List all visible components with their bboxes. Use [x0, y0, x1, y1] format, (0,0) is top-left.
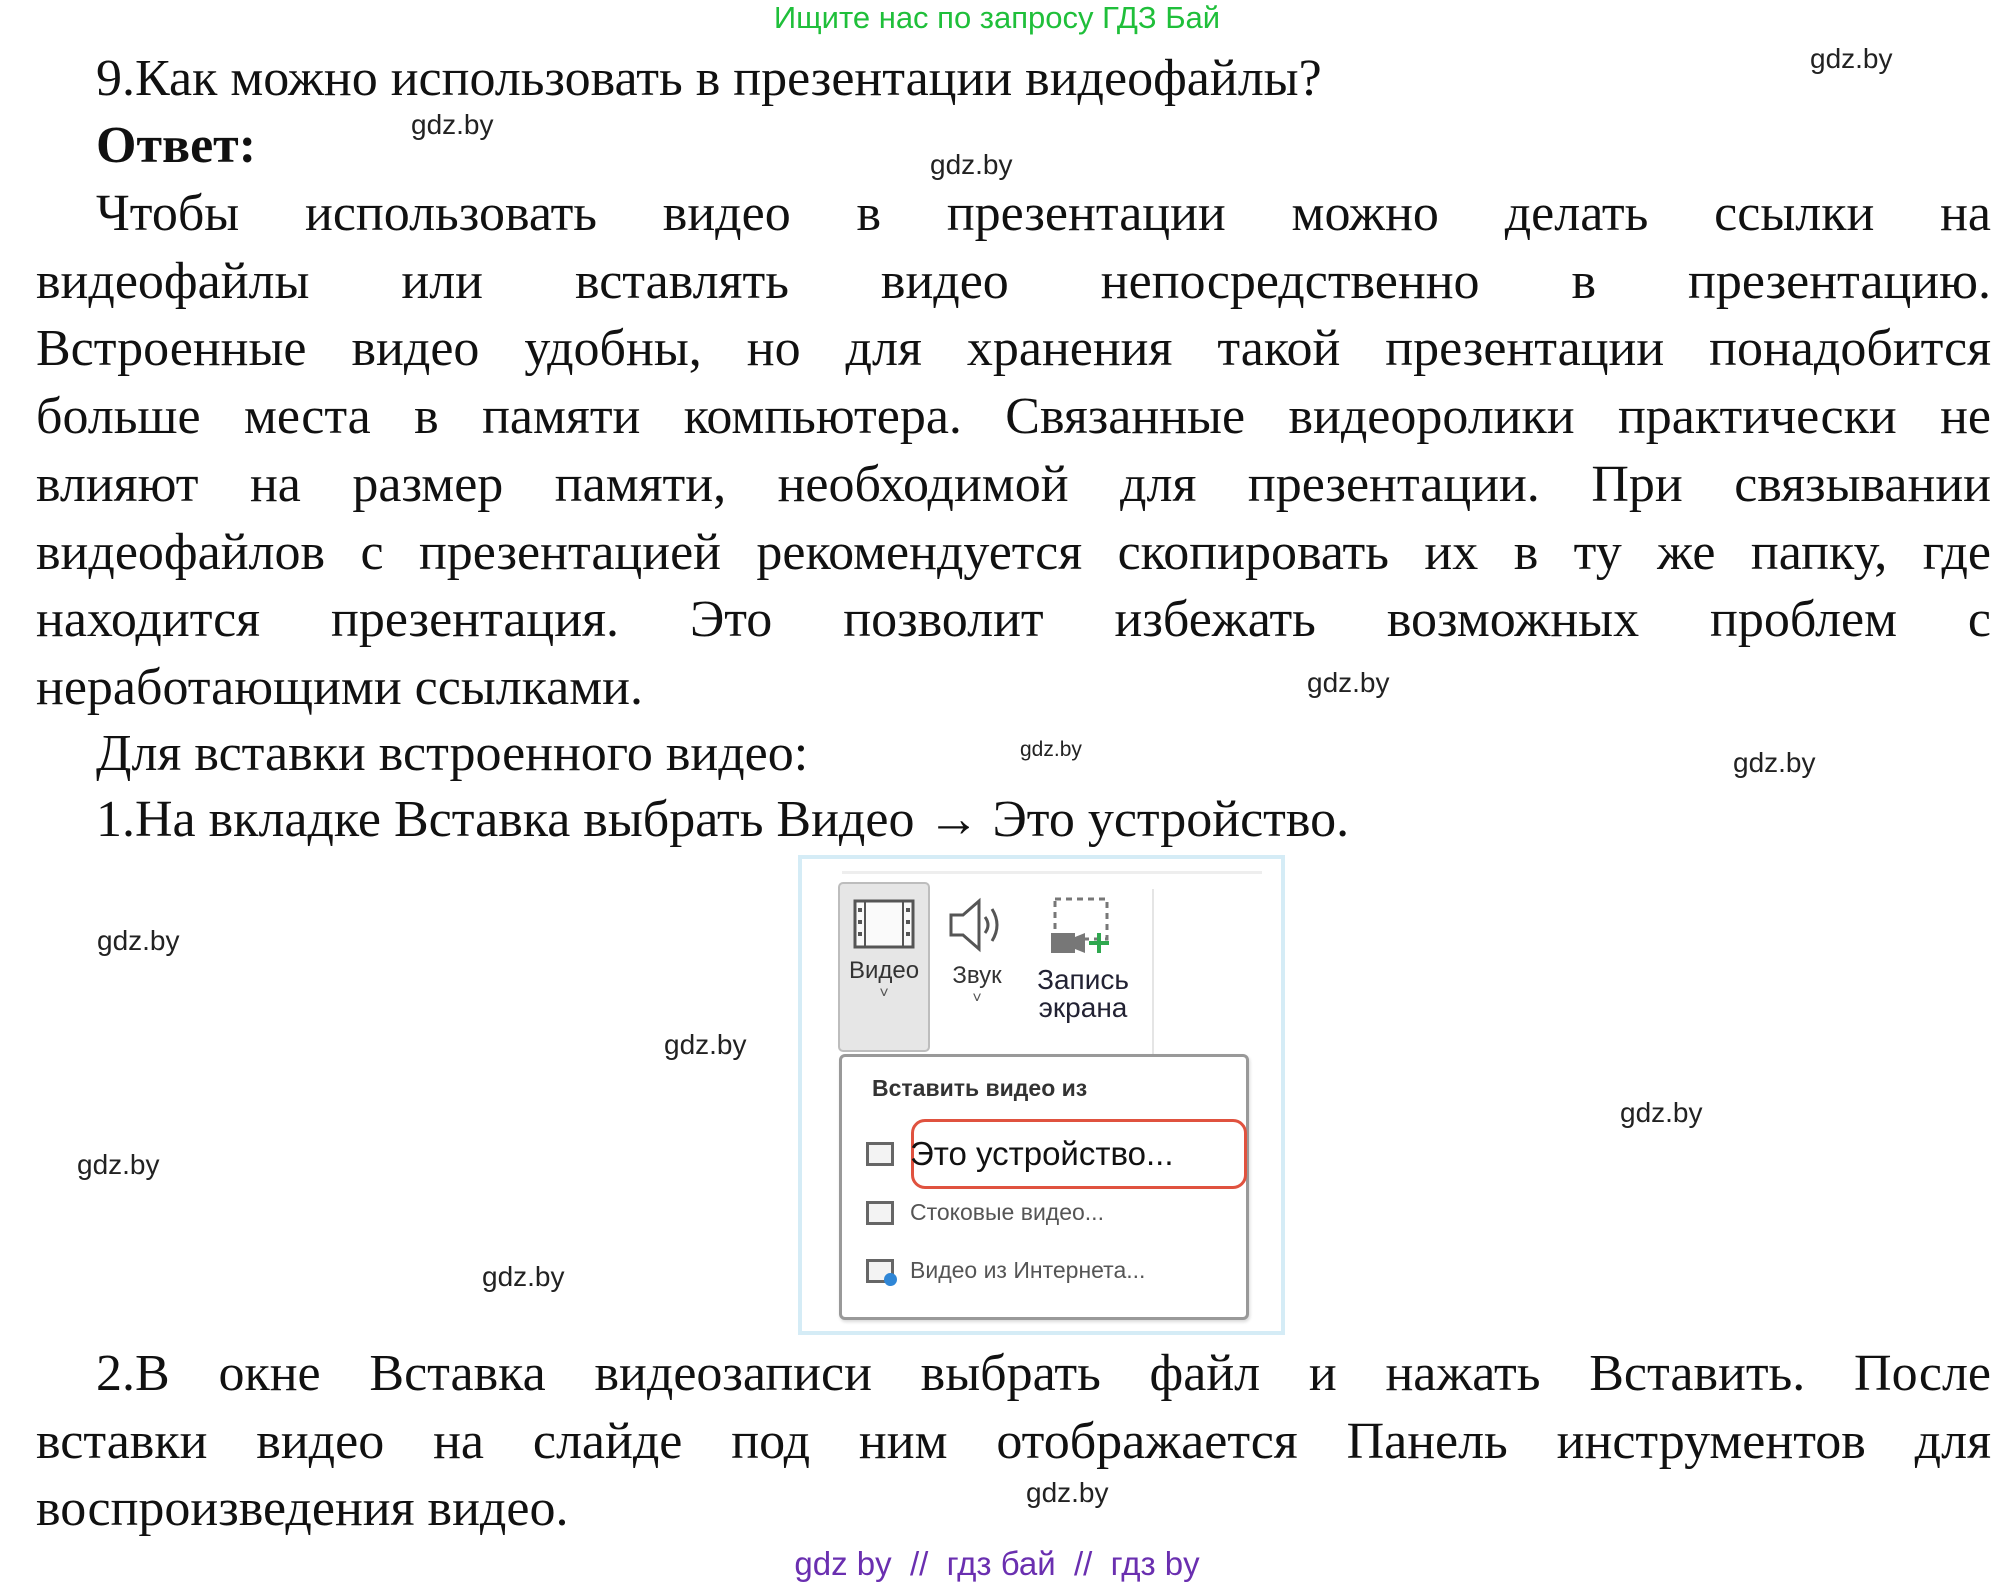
- online-video-icon: [866, 1259, 894, 1283]
- menu-item-label: Видео из Интернета...: [910, 1257, 1146, 1283]
- watermark: gdz.by: [482, 1261, 565, 1292]
- chevron-down-icon: ˅: [972, 990, 982, 1007]
- embed-heading: Для вставки встроенного видео:: [96, 725, 809, 782]
- device-video-icon: [866, 1142, 894, 1166]
- step-2-line: вставки видео на слайде под ним отображается Панель инструментов для: [36, 1413, 1991, 1470]
- menu-item-this-device: [866, 1135, 1174, 1173]
- record-label-1: Запись: [1037, 964, 1129, 995]
- record-label-2: экрана: [1038, 992, 1128, 1023]
- screen-record-icon: [1043, 895, 1123, 961]
- footer-links[interactable]: gdz by // гдз бай // гдз by: [794, 1545, 1200, 1582]
- paragraph-line: находится презентация. Это позволит избежать возможных проблем с: [36, 591, 1991, 648]
- watermark: gdz.by: [1026, 1477, 1109, 1508]
- menu-item-online-video: [866, 1257, 1145, 1284]
- watermark: gdz.by: [1020, 738, 1082, 761]
- paragraph-line: видеофайлы или вставлять видео непосредственно в презентацию.: [36, 253, 1991, 310]
- menu-title: Вставить видео из: [872, 1075, 1088, 1101]
- watermark: gdz.by: [1810, 43, 1893, 74]
- menu-item-label: Стоковые видео...: [910, 1199, 1104, 1225]
- stock-video-icon: [866, 1201, 894, 1225]
- watermark: gdz.by: [97, 925, 180, 956]
- paragraph-line: Чтобы использовать видео в презентации можно делать ссылки на: [96, 185, 1991, 242]
- step-2-line: 2.В окне Вставка видеозаписи выбрать файл и нажать Вставить. После: [96, 1345, 1991, 1402]
- watermark: gdz.by: [77, 1149, 160, 1180]
- watermark: gdz.by: [1307, 667, 1390, 698]
- question-text: 9.Как можно использовать в презентации видеофайлы?: [96, 50, 1322, 107]
- paragraph-line: влияют на размер памяти, необходимой для презентации. При связывании: [36, 456, 1991, 513]
- sound-button: [944, 895, 1010, 1008]
- chevron-down-icon: ˅: [879, 985, 889, 1002]
- answer-label: Ответ:: [96, 117, 257, 174]
- watermark: gdz.by: [411, 109, 494, 140]
- video-button: [838, 882, 930, 1052]
- video-label: Видео: [848, 957, 920, 984]
- watermark: gdz.by: [1733, 747, 1816, 778]
- menu-item-label: Это устройство...: [910, 1135, 1174, 1172]
- insert-video-dropdown: [839, 1054, 1249, 1320]
- paragraph-line: Встроенные видео удобны, но для хранения такой презентации понадобится: [36, 320, 1991, 377]
- ribbon-divider: [842, 871, 1262, 874]
- paragraph-line: больше места в памяти компьютера. Связанные видеоролики практически не: [36, 388, 1991, 445]
- ribbon-separator: [1152, 889, 1154, 1054]
- powerpoint-insert-video-screenshot: [798, 855, 1285, 1335]
- sound-label: Звук: [952, 962, 1002, 989]
- film-icon: [852, 898, 916, 950]
- screen-recording-button: [1028, 895, 1138, 1022]
- step-2-line: воспроизведения видео.: [36, 1480, 569, 1537]
- step-1: 1.На вкладке Вставка выбрать Видео → Это устройство.: [96, 791, 1350, 848]
- watermark: gdz.by: [930, 149, 1013, 180]
- paragraph-line: неработающими ссылками.: [36, 659, 643, 716]
- speaker-icon: [945, 895, 1009, 955]
- watermark: gdz.by: [1620, 1097, 1703, 1128]
- menu-item-stock-videos: [866, 1199, 1104, 1226]
- watermark: gdz.by: [664, 1029, 747, 1060]
- search-banner[interactable]: Ищите нас по запросу ГДЗ Бай: [773, 0, 1221, 35]
- paragraph-line: видеофайлов с презентацией рекомендуется скопировать их в ту же папку, где: [36, 524, 1991, 581]
